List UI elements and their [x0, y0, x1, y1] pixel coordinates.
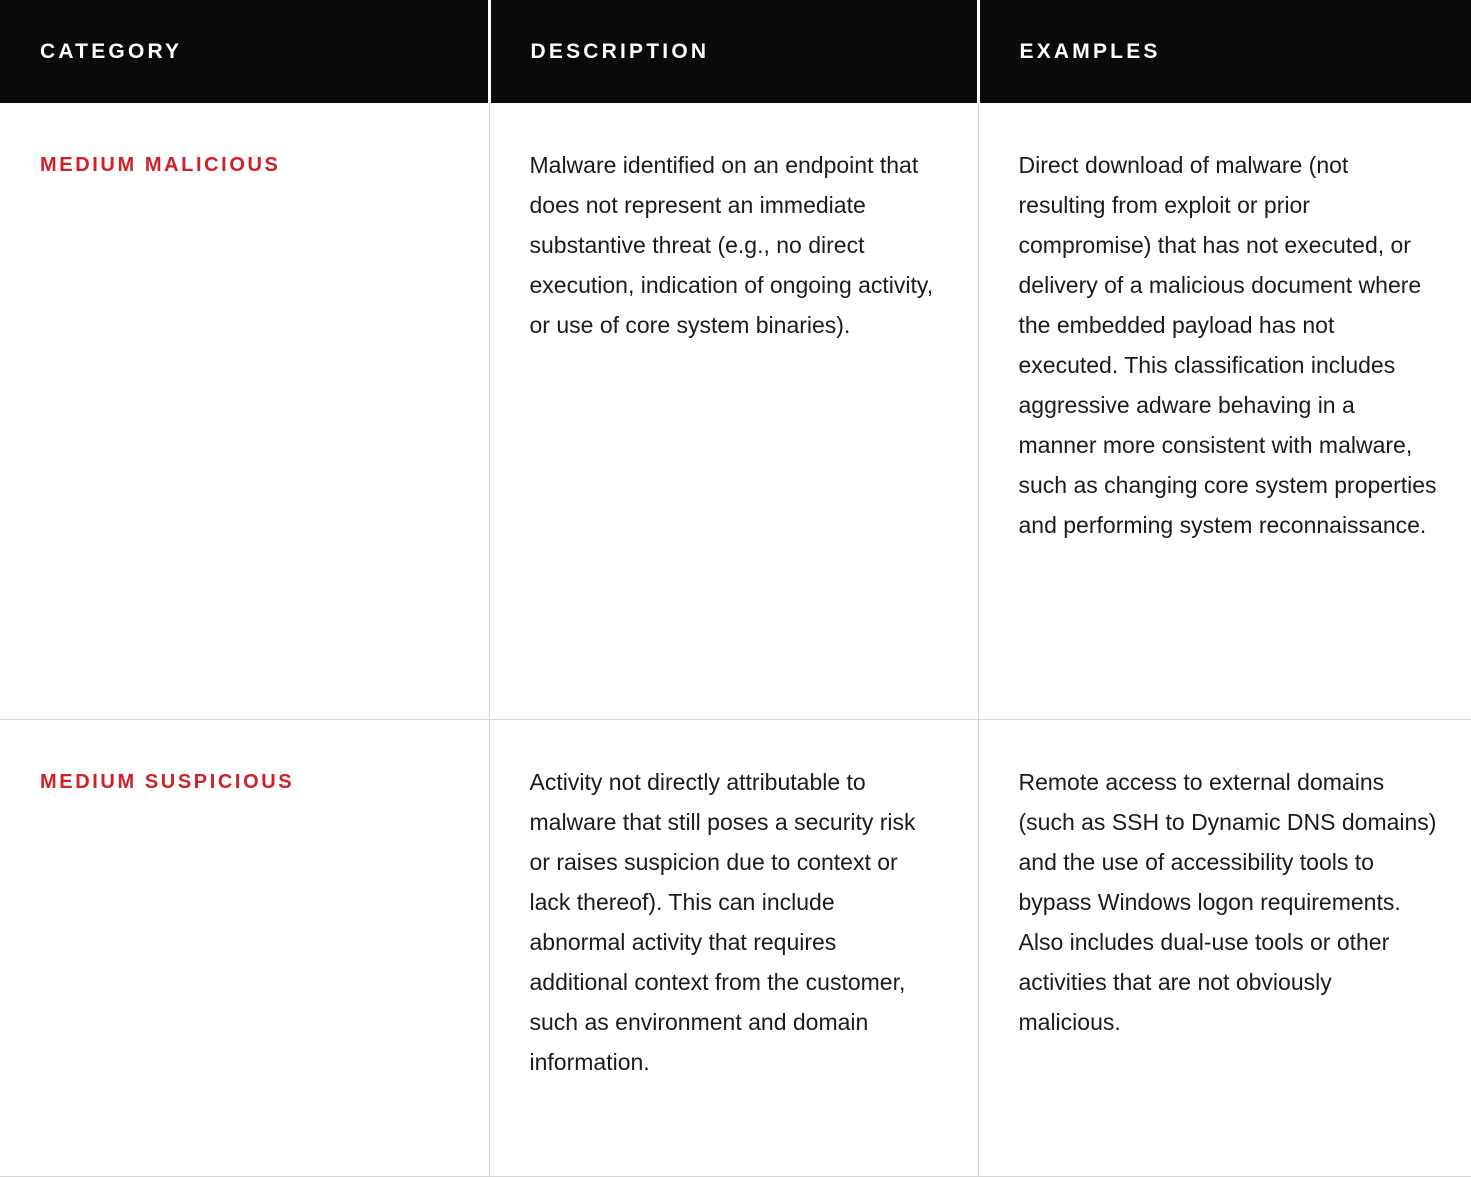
- table-body: [0, 103, 1471, 1177]
- cell-description: [489, 103, 978, 720]
- cell-examples: [978, 720, 1471, 1177]
- table-header-row: [0, 0, 1471, 103]
- cell-category: [0, 720, 489, 1177]
- cell-description: [489, 720, 978, 1177]
- column-header-category: CATEGORY: [0, 0, 489, 103]
- cell-examples: [978, 103, 1471, 720]
- description-text: Malware identified on an endpoint that does not represent an immediate substantive threat (e.g., no direct execution, indication of ongoing activity, or use of core system binaries).: [529, 152, 934, 338]
- column-header-description: DESCRIPTION: [489, 0, 978, 103]
- category-label: MEDIUM SUSPICIOUS: [40, 771, 295, 793]
- column-header-examples: EXAMPLES: [978, 0, 1471, 103]
- cell-category: [0, 103, 489, 720]
- table-row: [0, 103, 1471, 720]
- table-header: [0, 0, 1471, 103]
- description-text: Activity not directly attributable to malware that still poses a security risk or raises suspicion due to context or lack thereof). This can include abnormal activity that requires additional context from the customer, such as environment and domain information.: [529, 769, 916, 1075]
- examples-text: Direct download of malware (not resulting from exploit or prior compromise) that has not executed, or delivery of a malicious document where the embedded payload has not executed. This classification includes aggressive adware behaving in a manner more consistent with malware, such as changing core system properties and performing system reconnaissance.: [1018, 152, 1437, 538]
- table-row: [0, 720, 1471, 1177]
- examples-text: Remote access to external domains (such as SSH to Dynamic DNS domains) and the use of accessibility tools to bypass Windows logon requirements. Also includes dual-use tools or other activities that are not obviously malicious.: [1018, 769, 1437, 1035]
- category-label: MEDIUM MALICIOUS: [40, 154, 281, 176]
